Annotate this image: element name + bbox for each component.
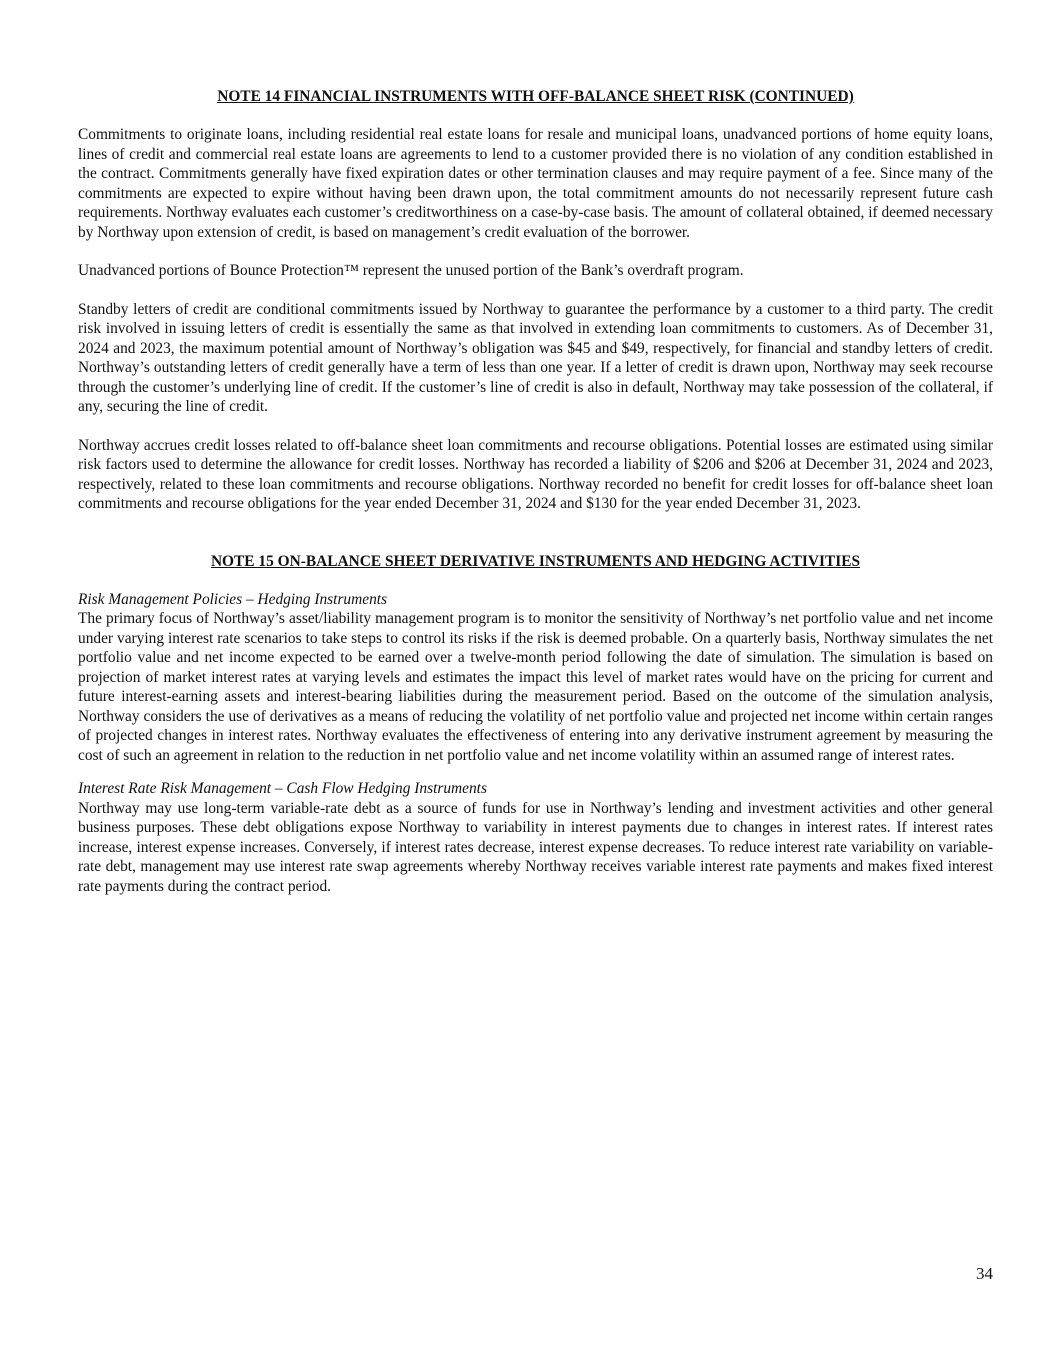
note15-paragraph-cash-flow-hedging: Northway may use long-term variable-rate debt as a source of funds for use in Northway’s lending and investment activities and other general business purposes. These debt obligations expose Northway to variability in interest payments due to changes in interest rates. If interest rates increase, interest expense increases. Conversely, if interest rates decrease, interest expense decreases. To reduce interest rate variability on variable-rate debt, management may use interest rate swap agreements whereby Northway receives variable interest rate payments and makes fixed interest rate payments during the contract period. [78,799,993,895]
note14-paragraph-credit-losses: Northway accrues credit losses related to off-balance sheet loan commitments and recourse obligations. Potential losses are estimated using similar risk factors used to determine the allowance for credit losses. Northway has recorded a liability of $206 and $206 at December 31, 2024 and 2023, respectively, related to these loan commitments and recourse obligations. Northway recorded no benefit for credit losses for off-balance sheet loan commitments and recourse obligations for the year ended December 31, 2024 and $130 for the year ended December 31, 2023. [78,436,993,512]
page-number: 34 [976,1264,993,1283]
note14-paragraph-standby-letters: Standby letters of credit are conditional commitments issued by Northway to guarantee the performance by a customer to a third party. The credit risk involved in issuing letters of credit is essentially the same as that involved in extending loan commitments to customers. As of December 31, 2024 and 2023, the maximum potential amount of Northway’s obligation was $45 and $49, respectively, for financial and standby letters of credit. Northway’s outstanding letters of credit generally have a term of less than one year. If a letter of credit is drawn upon, Northway may seek recourse through the customer’s underlying line of credit. If the customer’s line of credit is also in default, Northway may take possession of the collateral, if any, securing the line of credit. [78,300,993,415]
note15-heading: NOTE 15 ON-BALANCE SHEET DERIVATIVE INSTRUMENTS AND HEDGING ACTIVITIES [210,552,861,570]
note15-subheading-risk-management: Risk Management Policies – Hedging Instruments [78,590,388,608]
note14-paragraph-bounce-protection: Unadvanced portions of Bounce Protection™ represent the unused portion of the Bank’s overdraft program. [78,262,744,279]
note14-heading: NOTE 14 FINANCIAL INSTRUMENTS WITH OFF-BALANCE SHEET RISK (CONTINUED) [217,88,854,105]
note15-subheading-cash-flow-hedging: Interest Rate Risk Management – Cash Flow Hedging Instruments [78,780,487,797]
note15-paragraph-risk-management: The primary focus of Northway’s asset/liability management program is to monitor the sensitivity of Northway’s net portfolio value and net income under varying interest rate scenarios to take steps to control its risks if the risk is deemed probable. On a quarterly basis, Northway simulates the net portfolio value and net income expected to be earned over a twelve-month period following the date of simulation. The simulation is based on projection of market interest rates at varying levels and estimates the impact this level of market rates would have on the pricing for current and future interest-earning assets and interest-bearing liabilities during the measurement period. Based on the outcome of the simulation analysis, Northway considers the use of derivatives as a means of reducing the volatility of net portfolio value and projected net income within certain ranges of projected changes in interest rates. Northway evaluates the effectiveness of entering into any derivative instrument agreement by measuring the cost of such an agreement in relation to the reduction in net portfolio value and net income volatility within an assumed range of interest rates. [78,610,993,764]
document-page [78,87,993,896]
note14-paragraph-commitments: Commitments to originate loans, including residential real estate loans for resale and municipal loans, unadvanced portions of home equity loans, lines of credit and commercial real estate loans are agreements to lend to a customer provided there is no violation of any condition established in the contract. Commitments generally have fixed expiration dates or other termination clauses and may require payment of a fee. Since many of the commitments are expected to expire without having been drawn upon, the total commitment amounts do not necessarily represent future cash requirements. Northway evaluates each customer’s creditworthiness on a case-by-case basis. The amount of collateral obtained, if deemed necessary by Northway upon extension of credit, is based on management’s credit evaluation of the borrower. [78,126,993,241]
